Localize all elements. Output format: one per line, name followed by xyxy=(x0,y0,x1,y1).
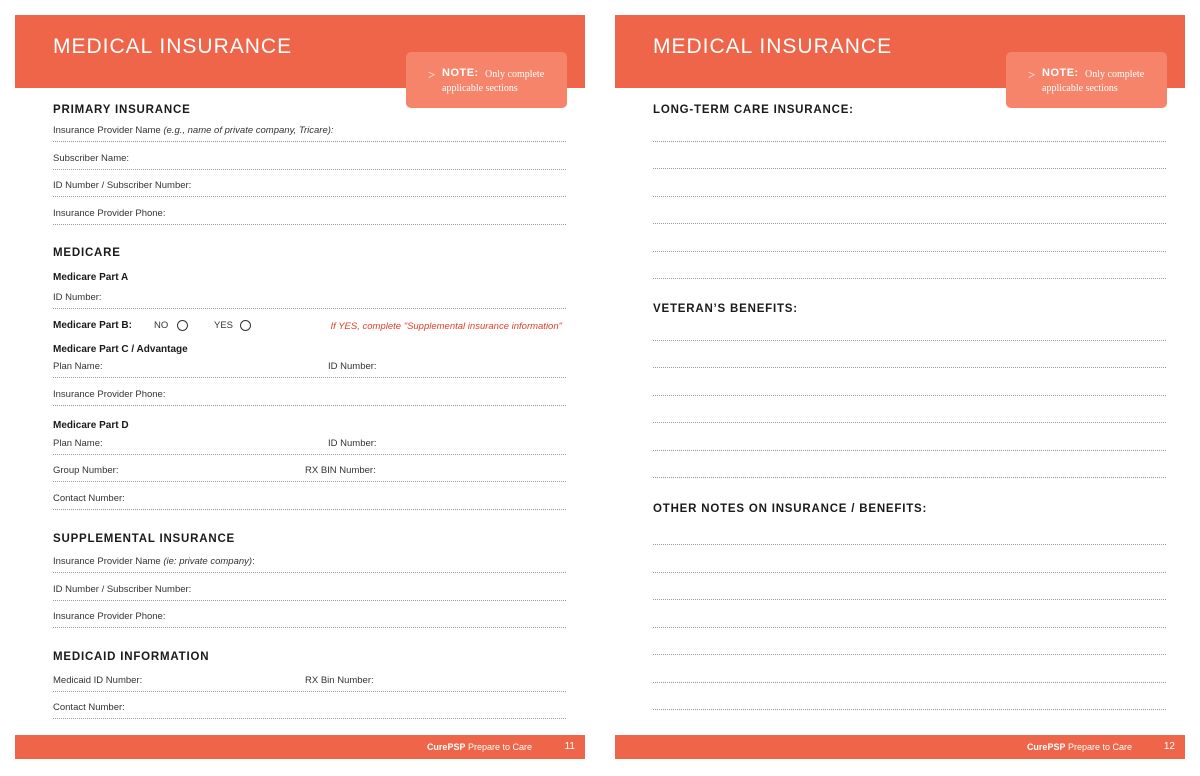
part-c-plan-label: Plan Name: xyxy=(53,361,103,372)
part-d-plan-row[interactable] xyxy=(53,438,566,455)
other-notes-line-5[interactable] xyxy=(653,653,1166,655)
long-term-care-heading: LONG-TERM CARE INSURANCE: xyxy=(653,104,854,116)
note-box xyxy=(406,52,567,108)
other-notes-line-3[interactable] xyxy=(653,598,1166,600)
medicare-part-a-heading: Medicare Part A xyxy=(53,272,129,283)
other-notes-line-2[interactable] xyxy=(653,571,1166,573)
primary-provider-field[interactable] xyxy=(53,125,566,142)
primary-provider-label: Insurance Provider Name xyxy=(53,125,161,136)
part-d-rx-label: RX BIN Number: xyxy=(305,465,376,476)
medicare-part-b-label: Medicare Part B: xyxy=(53,320,132,331)
part-a-id-field[interactable] xyxy=(53,292,566,309)
part-c-plan-row[interactable] xyxy=(53,361,566,378)
long-term-line-3[interactable] xyxy=(653,195,1166,197)
part-d-plan-label: Plan Name: xyxy=(53,438,103,449)
supplemental-heading: SUPPLEMENTAL INSURANCE xyxy=(53,533,236,545)
footer-tagline: Prepare to Care xyxy=(1065,742,1132,752)
medicare-heading: MEDICARE xyxy=(53,247,121,259)
primary-phone-label: Insurance Provider Phone: xyxy=(53,208,166,219)
long-term-line-6[interactable] xyxy=(653,277,1166,279)
page-number: 11 xyxy=(564,741,575,752)
supplemental-provider-label: Insurance Provider Name xyxy=(53,556,161,567)
veterans-line-4[interactable] xyxy=(653,421,1166,423)
footer-brand xyxy=(427,742,532,752)
other-notes-heading: OTHER NOTES ON INSURANCE / BENEFITS: xyxy=(653,503,928,515)
note-label: NOTE: xyxy=(1042,67,1079,79)
part-d-group-row[interactable] xyxy=(53,465,566,482)
primary-id-field[interactable] xyxy=(53,180,566,197)
part-d-contact-label: Contact Number: xyxy=(53,493,125,504)
footer-tagline: Prepare to Care xyxy=(465,742,532,752)
other-notes-line-1[interactable] xyxy=(653,543,1166,545)
footer-brand xyxy=(1027,742,1132,752)
veterans-line-6[interactable] xyxy=(653,476,1166,478)
page-title: MEDICAL INSURANCE xyxy=(653,35,893,58)
primary-phone-field[interactable] xyxy=(53,208,566,225)
veterans-line-1[interactable] xyxy=(653,339,1166,341)
medicaid-id-row[interactable] xyxy=(53,675,566,692)
part-c-id-label: ID Number: xyxy=(328,361,377,372)
subscriber-name-field[interactable] xyxy=(53,153,566,170)
other-notes-line-7[interactable] xyxy=(653,708,1166,710)
page-footer xyxy=(615,735,1185,759)
medicaid-id-label: Medicaid ID Number: xyxy=(53,675,143,686)
note-label: NOTE: xyxy=(442,67,479,79)
page-number: 12 xyxy=(1163,741,1175,752)
supplemental-provider-hint: (ie: private company) xyxy=(163,556,253,567)
subscriber-name-label: Subscriber Name: xyxy=(53,153,130,164)
primary-id-label: ID Number / Subscriber Number: xyxy=(53,180,192,191)
primary-insurance-heading: PRIMARY INSURANCE xyxy=(53,104,191,116)
part-b-no-label: NO xyxy=(154,320,169,331)
medicaid-contact-label: Contact Number: xyxy=(53,702,125,713)
part-c-phone-label: Insurance Provider Phone: xyxy=(53,389,166,400)
page-12 xyxy=(615,0,1185,776)
long-term-line-2[interactable] xyxy=(653,167,1166,169)
other-notes-line-4[interactable] xyxy=(653,626,1166,628)
note-box xyxy=(1006,52,1167,108)
supplemental-id-field[interactable] xyxy=(53,584,566,601)
part-a-id-label: ID Number: xyxy=(53,292,102,303)
page-title: MEDICAL INSURANCE xyxy=(53,35,293,58)
chevron-right-icon: > xyxy=(428,67,436,82)
long-term-line-4[interactable] xyxy=(653,222,1166,224)
primary-provider-hint: (e.g., name of private company, Tricare): xyxy=(163,125,334,136)
page-footer xyxy=(15,735,585,759)
medicare-part-c-heading: Medicare Part C / Advantage xyxy=(53,344,188,355)
footer-brand-name: CurePSP xyxy=(1026,742,1066,752)
medicaid-rx-label: RX Bin Number: xyxy=(305,675,374,686)
part-b-yes-label: YES xyxy=(214,320,234,331)
note-text: Only complete applicable sections xyxy=(1042,69,1145,94)
supplemental-phone-field[interactable] xyxy=(53,611,566,628)
supplemental-phone-label: Insurance Provider Phone: xyxy=(53,611,166,622)
medicare-part-b-row xyxy=(53,320,566,334)
veterans-line-5[interactable] xyxy=(653,449,1166,451)
part-d-contact-field[interactable] xyxy=(53,493,566,510)
page-11 xyxy=(15,0,585,776)
supplemental-provider-colon: : xyxy=(252,556,255,567)
chevron-right-icon: > xyxy=(1028,67,1036,82)
long-term-line-1[interactable] xyxy=(653,140,1166,142)
medicare-part-d-heading: Medicare Part D xyxy=(53,420,129,431)
other-notes-line-6[interactable] xyxy=(653,681,1166,683)
veterans-benefits-heading: VETERAN’S BENEFITS: xyxy=(653,303,798,315)
veterans-line-2[interactable] xyxy=(653,366,1166,368)
part-b-no-radio[interactable] xyxy=(177,320,188,331)
part-b-yes-radio[interactable] xyxy=(240,320,251,331)
medicaid-contact-field[interactable] xyxy=(53,702,566,719)
note-text: Only complete applicable sections xyxy=(442,69,545,94)
part-d-id-label: ID Number: xyxy=(328,438,377,449)
part-d-group-label: Group Number: xyxy=(53,465,119,476)
supplemental-provider-field[interactable] xyxy=(53,556,566,573)
footer-brand-name: CurePSP xyxy=(426,742,466,752)
part-c-phone-field[interactable] xyxy=(53,389,566,406)
supplemental-id-label: ID Number / Subscriber Number: xyxy=(53,584,192,595)
veterans-line-3[interactable] xyxy=(653,394,1166,396)
long-term-line-5[interactable] xyxy=(653,250,1166,252)
part-b-instruction: If YES, complete "Supplemental insurance information" xyxy=(330,321,562,332)
medicaid-heading: MEDICAID INFORMATION xyxy=(53,651,210,663)
